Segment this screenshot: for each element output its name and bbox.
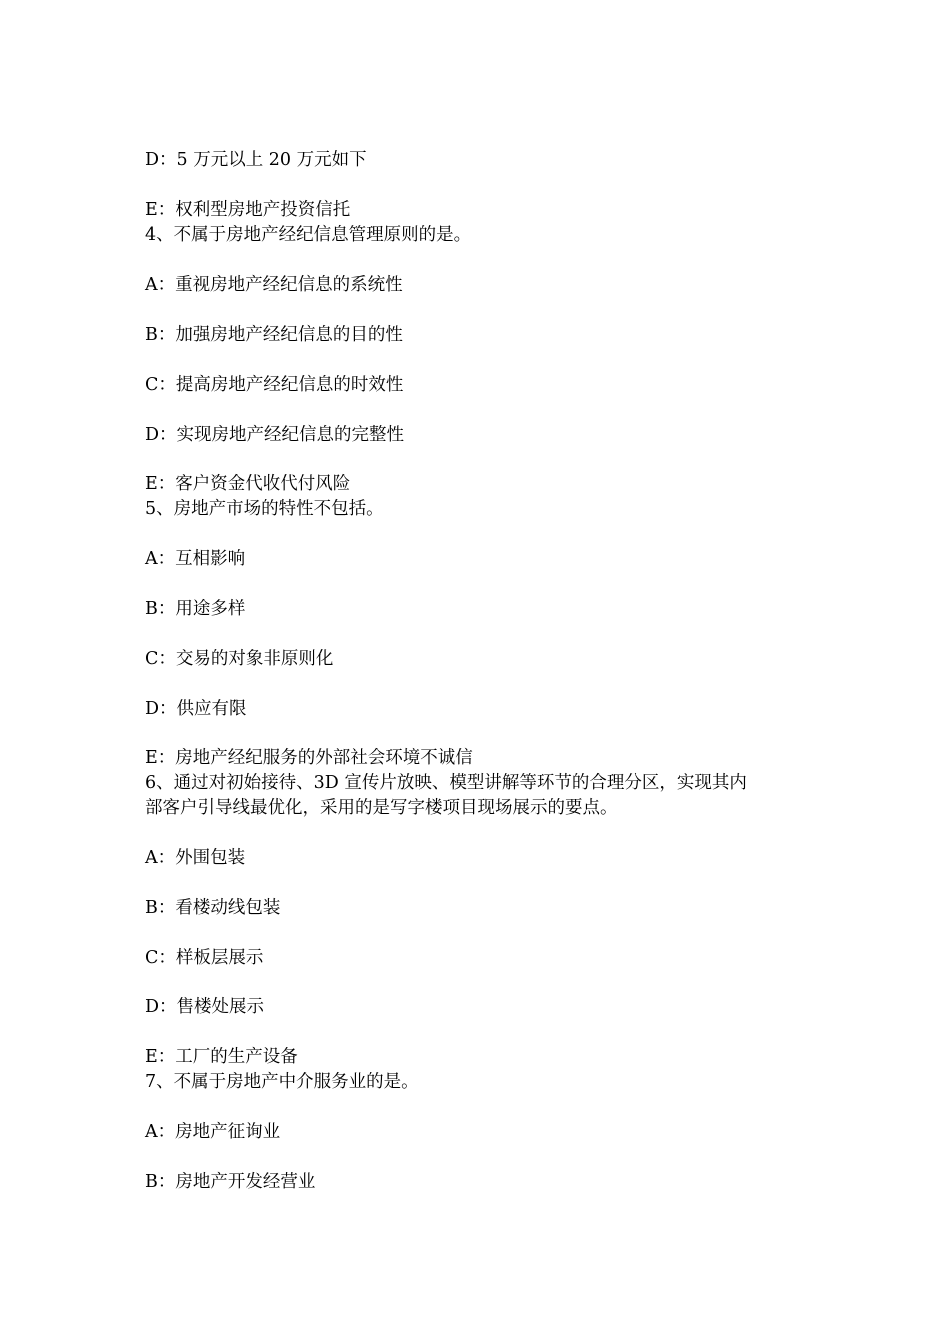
option-a-q7: A：房地产征询业 <box>145 1122 281 1142</box>
option-a-q4: A：重视房地产经纪信息的系统性 <box>145 275 403 295</box>
option-d-q3: D：5 万元以上 20 万元如下 <box>145 150 367 170</box>
option-c-q5: C：交易的对象非原则化 <box>145 649 334 669</box>
option-b-q7: B：房地产开发经营业 <box>145 1172 316 1192</box>
option-e-q5: E：房地产经纪服务的外部社会环境不诚信 <box>145 748 473 768</box>
option-e-q4: E：客户资金代收代付风险 <box>145 474 351 494</box>
question-4: 4、不属于房地产经纪信息管理原则的是。 <box>145 225 472 245</box>
option-d-q5: D：供应有限 <box>145 699 247 719</box>
option-e-q6: E：工厂的生产设备 <box>145 1047 298 1067</box>
option-c-q4: C：提高房地产经纪信息的时效性 <box>145 375 404 395</box>
option-d-q6: D：售楼处展示 <box>145 997 265 1017</box>
option-b-q5: B：用途多样 <box>145 599 246 619</box>
option-a-q6: A：外围包装 <box>145 848 246 868</box>
question-7: 7、不属于房地产中介服务业的是。 <box>145 1072 419 1092</box>
question-6-line-2: 部客户引导线最优化，采用的是写字楼项目现场展示的要点。 <box>145 798 618 818</box>
question-6-line-1: 6、通过对初始接待、3D 宣传片放映、模型讲解等环节的合理分区，实现其内 <box>145 773 747 793</box>
question-5: 5、房地产市场的特性不包括。 <box>145 499 384 519</box>
option-c-q6: C：样板层展示 <box>145 948 264 968</box>
option-a-q5: A：互相影响 <box>145 549 246 569</box>
option-b-q6: B：看楼动线包装 <box>145 898 281 918</box>
option-d-q4: D：实现房地产经纪信息的完整性 <box>145 425 405 445</box>
option-b-q4: B：加强房地产经纪信息的目的性 <box>145 325 403 345</box>
option-e-q3: E：权利型房地产投资信托 <box>145 200 351 220</box>
